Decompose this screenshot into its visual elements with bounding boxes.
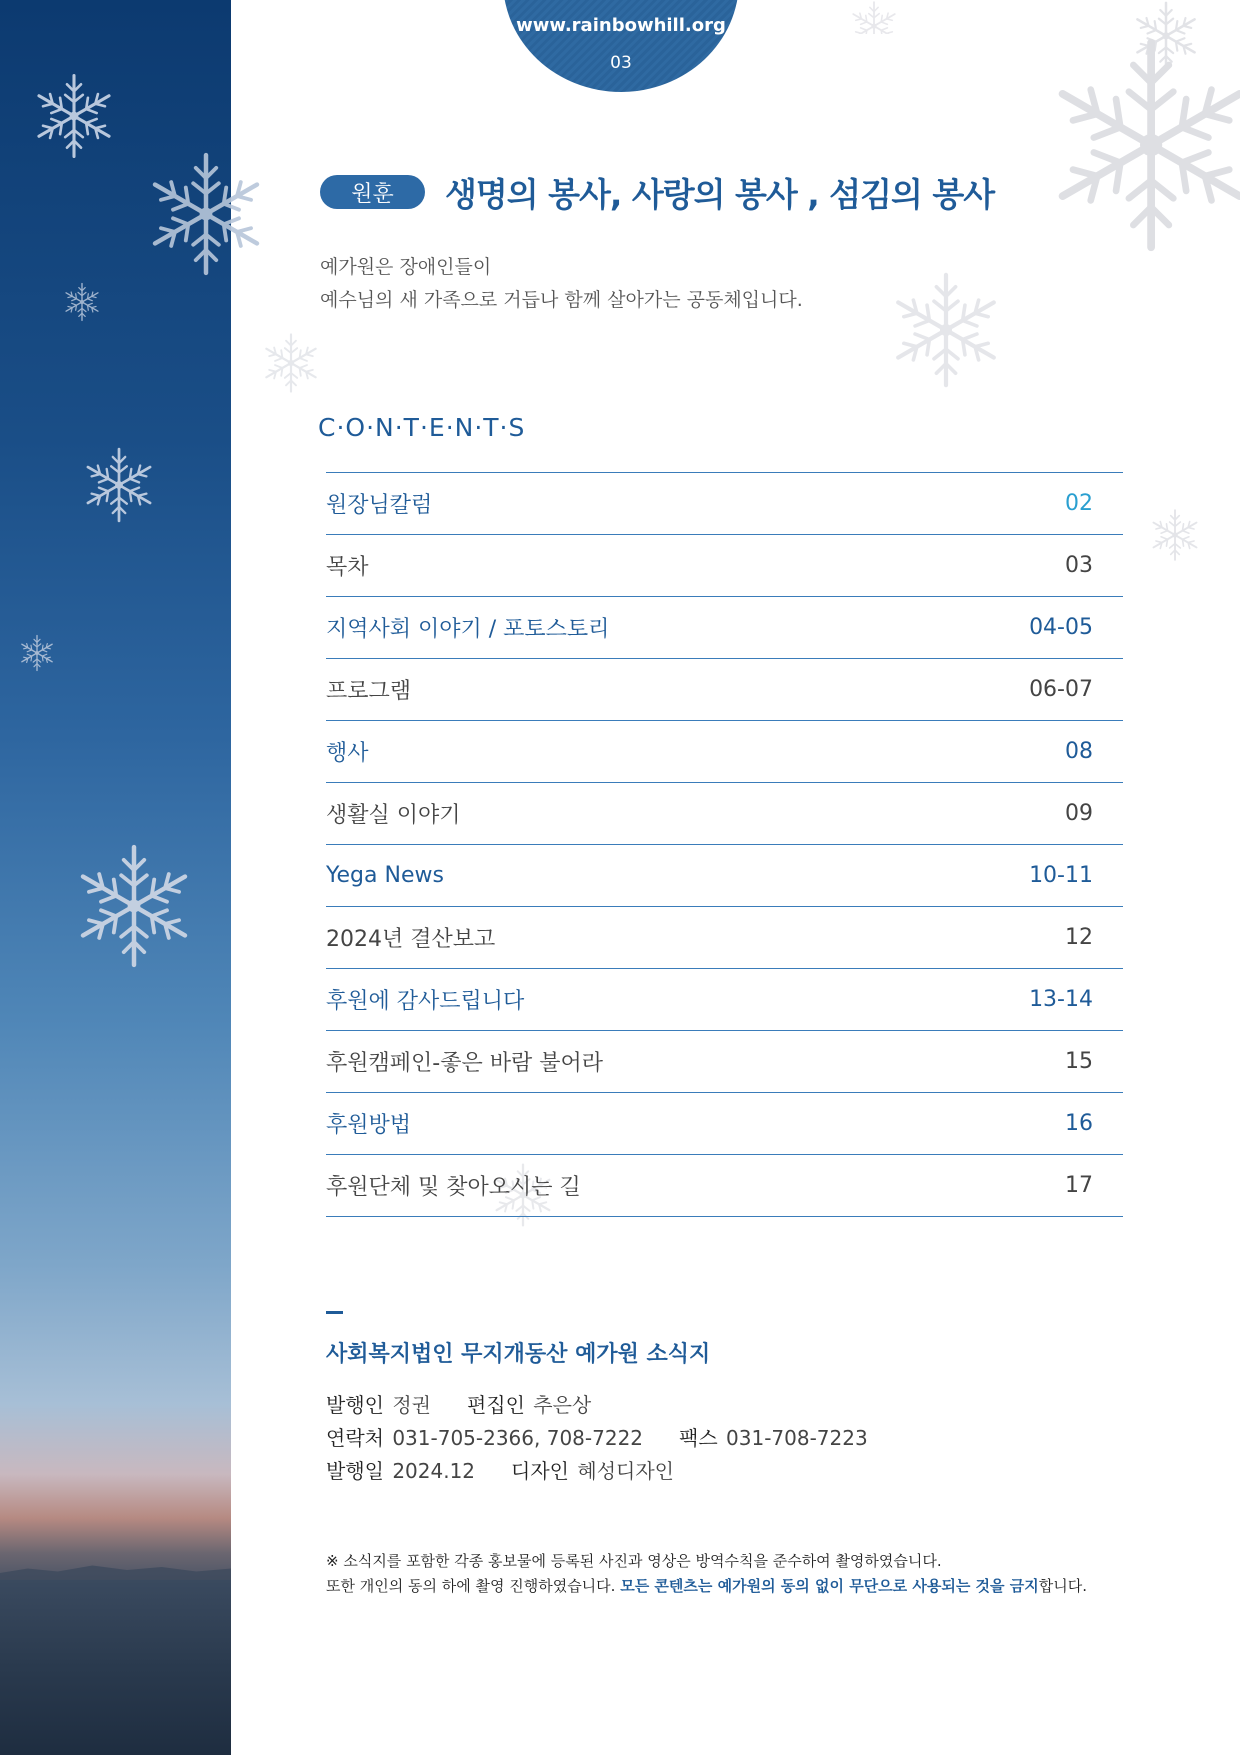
section-divider: [326, 1311, 343, 1314]
toc-item-page: 02: [1065, 491, 1093, 516]
contents-heading: C·O·N·T·E·N·T·S: [318, 413, 526, 442]
toc-item-title: 목차: [326, 555, 369, 580]
toc-item[interactable]: [326, 1155, 1123, 1217]
toc-item-title: 후원에 감사드립니다: [326, 989, 525, 1014]
snowflake-icon: [62, 282, 102, 322]
motto-badge: 원훈: [320, 175, 425, 209]
sea-surface: [0, 1580, 231, 1755]
copyright-notice: [326, 1549, 1087, 1599]
toc-item[interactable]: [326, 659, 1123, 721]
snowflake-icon: [1148, 508, 1202, 562]
intro-line: 예가원은 장애인들이: [320, 256, 492, 278]
intro-text: [320, 251, 803, 317]
organization-name: 사회복지법인 무지개동산 예가원 소식지: [326, 1342, 711, 1367]
snowflake-icon: [18, 634, 56, 672]
toc-item[interactable]: [326, 783, 1123, 845]
toc-item-page: 04-05: [1029, 615, 1093, 640]
toc-item-page: 17: [1065, 1173, 1093, 1198]
toc-item-page: 13-14: [1029, 987, 1093, 1012]
notice-line: [326, 1574, 1087, 1599]
motto-text: 생명의 봉사, 사랑의 봉사 , 섬김의 봉사: [445, 174, 995, 214]
snowflake-icon: [80, 446, 158, 524]
toc-item-title: 2024년 결산보고: [326, 927, 496, 952]
toc-item-page: 03: [1065, 553, 1093, 578]
notice-prefix: 또한 개인의 동의 하에 촬영 진행하였습니다.: [326, 1577, 616, 1595]
toc-item[interactable]: [326, 1093, 1123, 1155]
table-of-contents: [326, 472, 1123, 1217]
contact-label: 연락처: [326, 1426, 384, 1450]
toc-item-title: 후원방법: [326, 1113, 412, 1138]
toc-item-page: 09: [1065, 801, 1093, 826]
design-value: 혜성디자인: [577, 1459, 674, 1483]
toc-item[interactable]: [326, 535, 1123, 597]
toc-item-page: 12: [1065, 925, 1093, 950]
toc-item-title: 후원단체 및 찾아오시는 길: [326, 1175, 581, 1200]
toc-item-page: 16: [1065, 1111, 1093, 1136]
publisher-label: 발행인: [326, 1393, 384, 1417]
toc-item-page: 08: [1065, 739, 1093, 764]
snowflake-icon: [1040, 30, 1240, 260]
toc-item[interactable]: [326, 845, 1123, 907]
toc-item-title: 프로그램: [326, 679, 412, 704]
toc-item[interactable]: [326, 721, 1123, 783]
contact-value: 031-705-2366, 708-7222: [392, 1426, 644, 1450]
intro-line: 예수님의 새 가족으로 거듭나 함께 살아가는 공동체입니다.: [320, 289, 803, 311]
snowflake-icon: [848, 0, 900, 34]
toc-item[interactable]: [326, 1031, 1123, 1093]
toc-item[interactable]: [326, 969, 1123, 1031]
notice-emphasis: 모든 콘텐츠는 예가원의 동의 없이 무단으로 사용되는 것을 금지: [620, 1577, 1039, 1595]
toc-item-title: Yega News: [326, 863, 444, 888]
fax-label: 팩스: [679, 1426, 718, 1450]
toc-item-title: 생활실 이야기: [326, 803, 461, 828]
date-value: 2024.12: [392, 1459, 476, 1483]
page-header-badge: [503, 0, 739, 92]
toc-item-page: 15: [1065, 1049, 1093, 1074]
toc-item-title: 후원캠페인-좋은 바람 불어라: [326, 1051, 603, 1076]
publication-info: [326, 1389, 868, 1488]
toc-item-page: 06-07: [1029, 677, 1093, 702]
editor-label: 편집인: [466, 1393, 525, 1417]
snowflake-icon: [142, 150, 270, 278]
toc-item-page: 10-11: [1029, 863, 1093, 888]
publisher-value: 정권: [392, 1393, 431, 1417]
toc-item[interactable]: [326, 473, 1123, 535]
snowflake-icon: [30, 72, 118, 160]
snowflake-icon: [260, 332, 322, 394]
design-label: 디자인: [511, 1459, 570, 1483]
page-number: 03: [610, 53, 632, 73]
toc-item-title: 행사: [326, 741, 369, 766]
editor-value: 추은상: [533, 1393, 592, 1417]
toc-item[interactable]: [326, 597, 1123, 659]
toc-item-title: 지역사회 이야기 / 포토스토리: [326, 617, 610, 642]
website-url[interactable]: www.rainbowhill.org: [516, 15, 726, 36]
snowflake-icon: [886, 270, 1006, 390]
date-label: 발행일: [326, 1459, 384, 1483]
notice-line: ※ 소식지를 포함한 각종 홍보물에 등록된 사진과 영상은 방역수칙을 준수하여 촬영하였습니다.: [326, 1552, 942, 1570]
toc-item-title: 원장님칼럼: [326, 493, 433, 518]
toc-item[interactable]: [326, 907, 1123, 969]
notice-suffix: 합니다.: [1038, 1577, 1087, 1595]
motto-heading: [320, 168, 994, 216]
fax-value: 031-708-7223: [726, 1426, 868, 1450]
snowflake-icon: [70, 842, 198, 970]
